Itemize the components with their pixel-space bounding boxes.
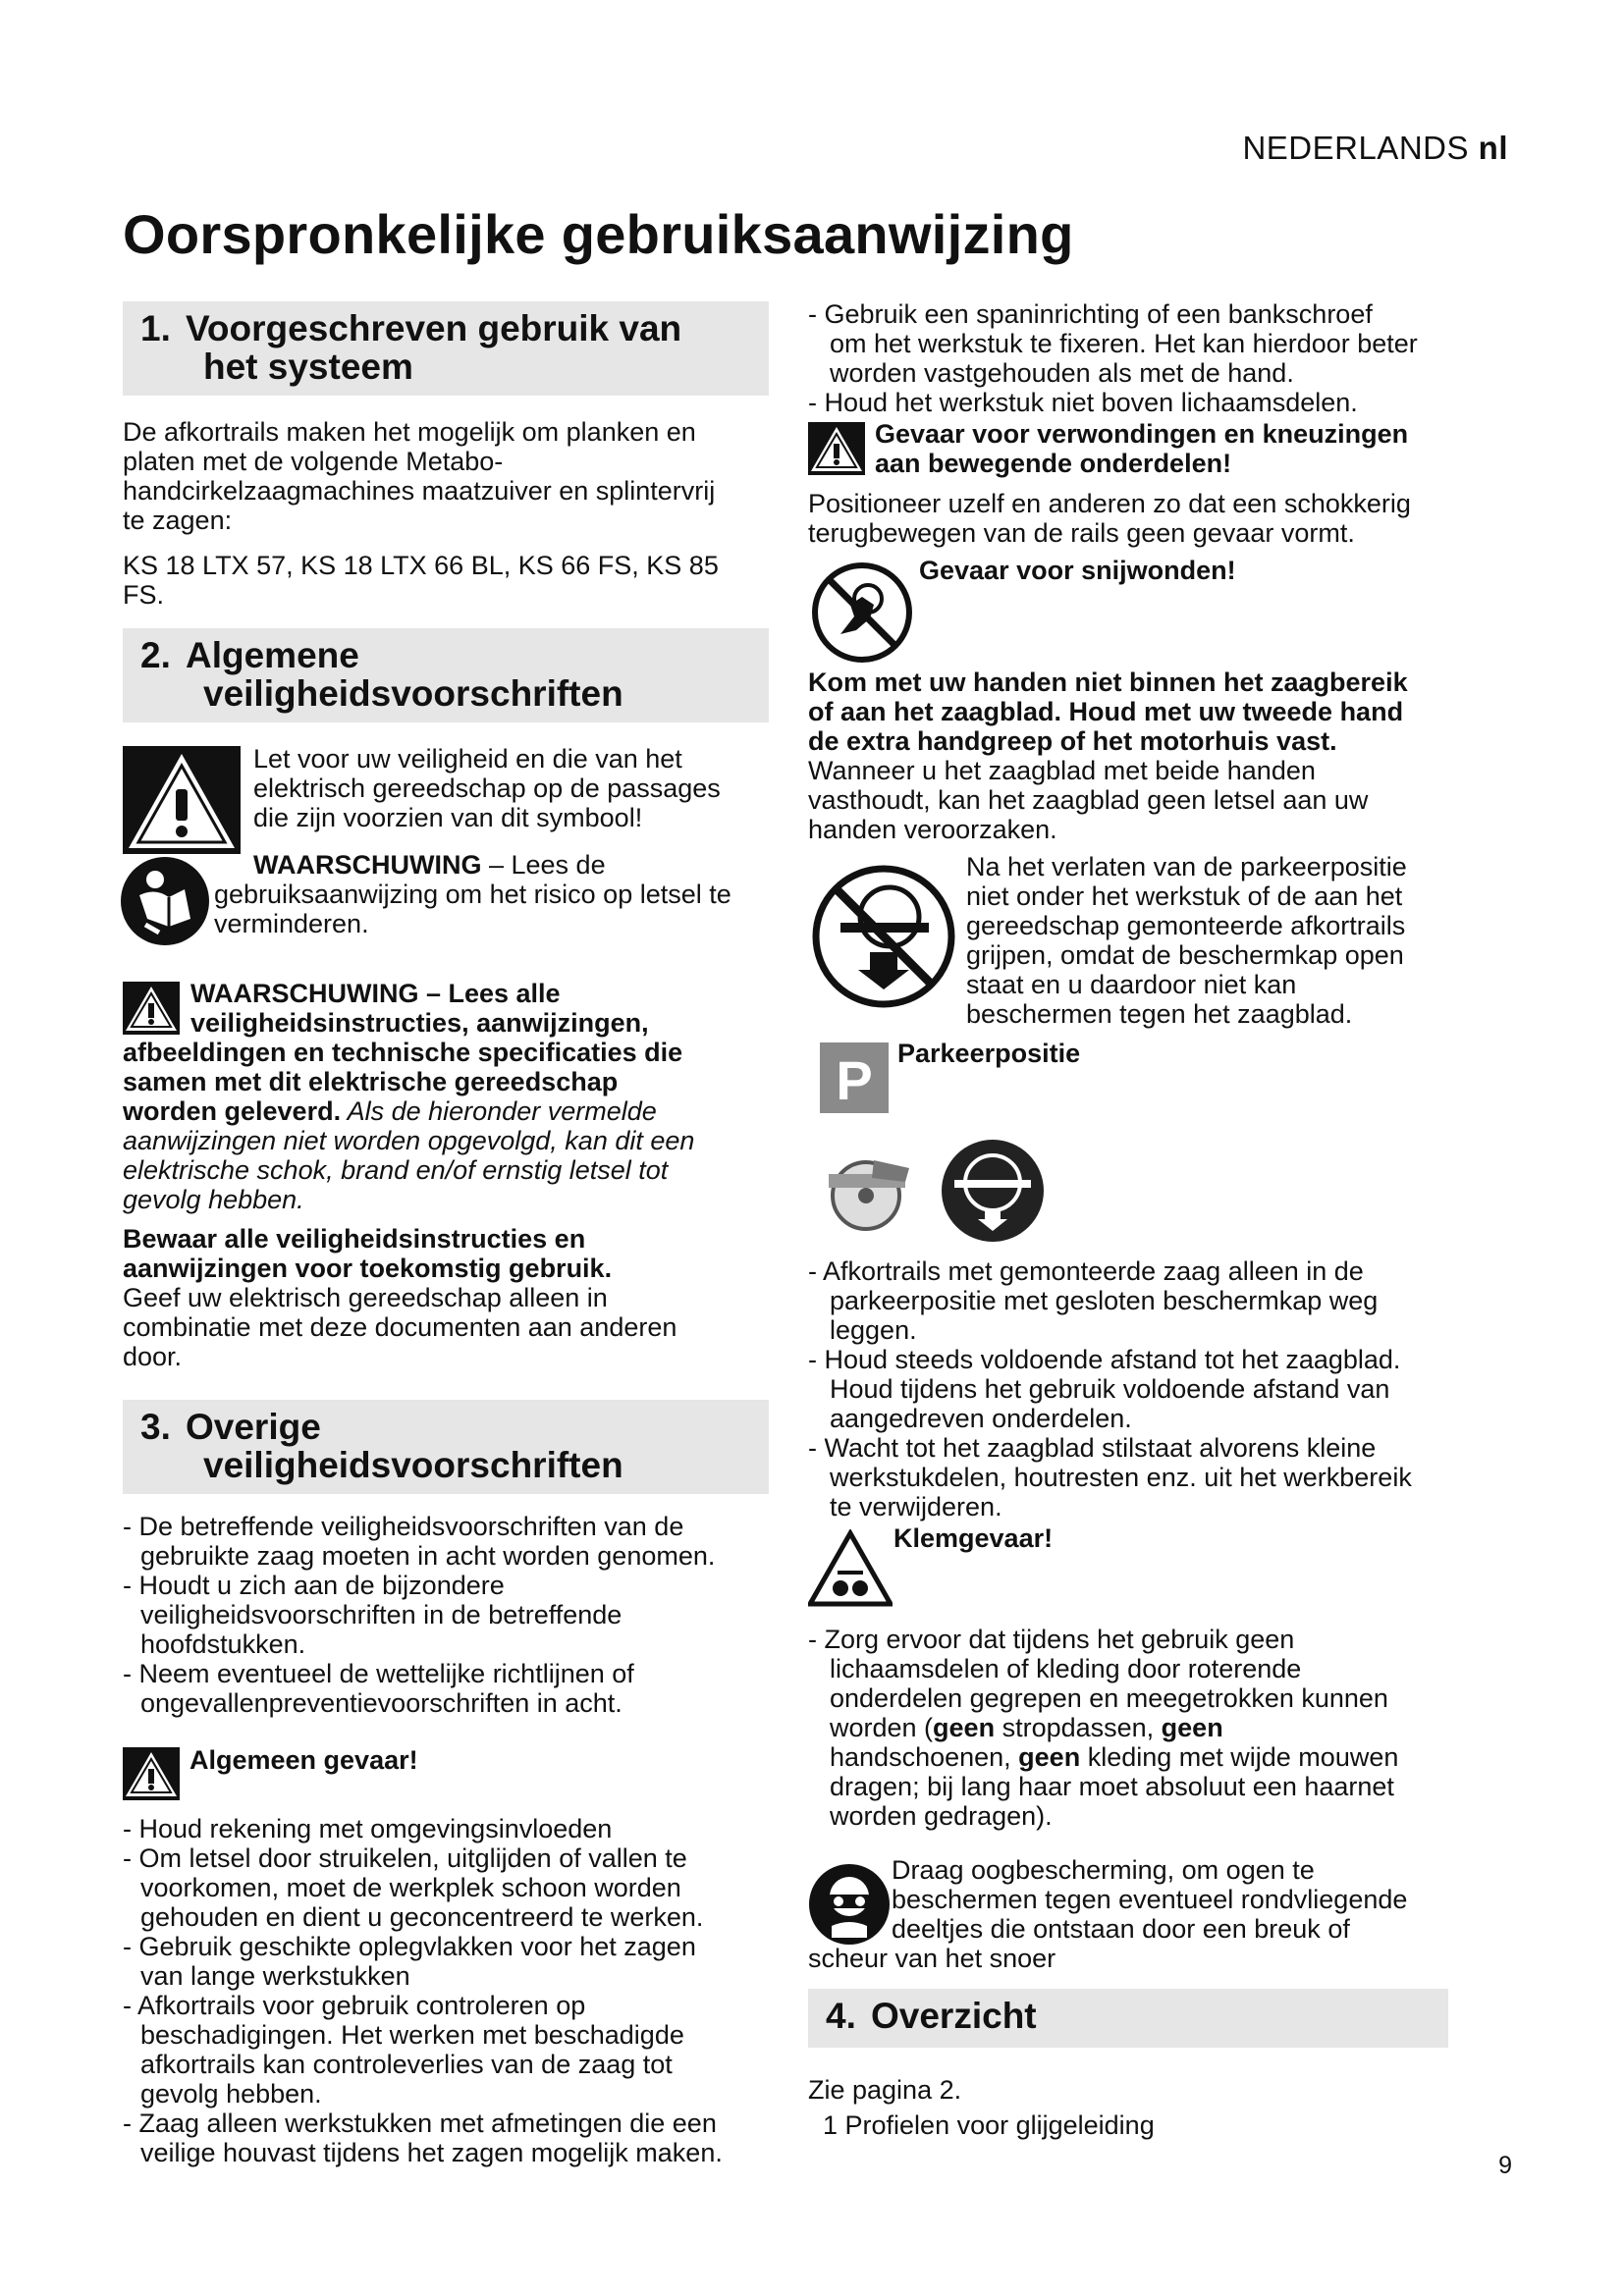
text-line: Wanneer u het zaagblad met beide handen <box>808 756 1316 785</box>
text-line: gereedschap gemonteerde afkortrails <box>966 911 1406 940</box>
parking-letter: P <box>836 1049 873 1111</box>
text-line: Als de hieronder vermelde <box>341 1096 657 1126</box>
read-manual-icon <box>120 856 210 946</box>
text-part: stropdassen, <box>995 1713 1162 1742</box>
general-danger-label: Algemeen gevaar! <box>189 1745 418 1775</box>
language-name: NEDERLANDS <box>1242 130 1469 166</box>
text-part: worden ( <box>830 1713 934 1742</box>
text-line: veiligheidsvoorschriften in de betreffende <box>140 1600 623 1629</box>
text-line: beschermen tegen eventueel rondvliegende <box>892 1885 1408 1914</box>
section-number: 4. <box>826 1996 856 2036</box>
list-item <box>123 2109 800 2167</box>
text-line: vasthoudt, kan het zaagblad geen letsel aan uw <box>808 785 1369 815</box>
parking-p-icon <box>820 1042 889 1113</box>
list-item <box>123 1932 800 1991</box>
text-line: leggen. <box>830 1315 917 1345</box>
section-title-line1: Algemene <box>186 635 359 675</box>
text-line: veiligheidsinstructies, aanwijzingen, <box>190 1008 649 1038</box>
text-line: - Houd steeds voldoende afstand tot het zaagblad. <box>808 1345 1401 1374</box>
list-item <box>123 1814 800 1843</box>
text-line: platen met de volgende Metabo- <box>123 447 504 476</box>
text-line: beschermen tegen het zaagblad. <box>966 999 1353 1029</box>
text-line: - Zorg ervoor dat tijdens het gebruik geen <box>808 1625 1295 1654</box>
text-line: afkortrails kan controleverlies van de zaag tot <box>140 2050 673 2079</box>
text-line: Kom met uw handen niet binnen het zaagbereik <box>808 667 1408 697</box>
right-top-list <box>808 299 1495 417</box>
text-line: De afkortrails maken het mogelijk om planken en <box>123 417 696 447</box>
no-hands-saw-icon <box>811 561 913 664</box>
overview-see-page: Zie pagina 2. <box>808 2075 962 2105</box>
text-line: onderdelen gegrepen en meegetrokken kunnen <box>830 1683 1388 1713</box>
text-line: afbeeldingen en technische specificaties die <box>123 1038 683 1067</box>
list-item <box>808 1345 1495 1433</box>
text-line: voorkomen, moet de werkplek schoon worden <box>140 1873 681 1902</box>
text-part: geen <box>933 1713 996 1742</box>
parking-label: Parkeerpositie <box>897 1039 1081 1068</box>
clothing-warning <box>808 1625 1495 1831</box>
list-item <box>123 1659 790 1718</box>
section-title-line2: veiligheidsvoorschriften <box>203 673 623 714</box>
section-number: 3. <box>140 1407 171 1447</box>
text-line: Gevaar voor verwondingen en kneuzingen <box>875 419 1409 449</box>
language-code: nl <box>1478 130 1508 166</box>
position-text <box>808 489 1495 548</box>
text-line: scheur van het snoer <box>808 1944 1056 1973</box>
text-line: aan bewegende onderdelen! <box>875 449 1232 478</box>
text-line: - Zaag alleen werkstukken met afmetingen die een <box>123 2109 717 2138</box>
saw-parked-icon <box>815 1139 923 1237</box>
text-line: worden vastgehouden als met de hand. <box>830 358 1294 388</box>
crush-danger-label <box>875 419 1408 478</box>
section-title-line1: Voorgeschreven gebruik van <box>186 308 682 348</box>
right-mid-list <box>808 1256 1495 1522</box>
text-line: aanwijzingen voor toekomstig gebruik. <box>123 1254 613 1283</box>
text-line: - Om letsel door struikelen, uitglijden of vallen te <box>123 1843 687 1873</box>
text-line: werkstukdelen, houtresten enz. uit het werkbereik <box>830 1463 1412 1492</box>
models-line: KS 18 LTX 57, KS 18 LTX 66 BL, KS 66 FS, KS 85 <box>123 551 719 580</box>
text-line: lichaamsdelen of kleding door roterende <box>830 1654 1302 1683</box>
text-line: te zagen: <box>123 506 233 535</box>
page-number: 9 <box>1498 2152 1512 2179</box>
danger-list <box>123 1814 800 2167</box>
text-line: beschadigingen. Het werken met beschadigde <box>140 2020 684 2050</box>
warning-read-manual <box>214 850 793 938</box>
text-line: dragen; bij lang haar moet absoluut een haarnet <box>830 1772 1394 1801</box>
text-line: - Houdt u zich aan de bijzondere <box>123 1571 505 1600</box>
text-line: van lange werkstukken <box>140 1961 410 1991</box>
section-4-heading <box>808 1989 1448 2048</box>
section-1-heading <box>123 301 769 396</box>
text-line: elektrisch gereedschap op de passages <box>253 774 721 803</box>
section-2-heading <box>123 628 769 722</box>
language-header <box>1242 130 1508 167</box>
text-line: de extra handgreep of het motorhuis vast. <box>808 726 1337 756</box>
general-danger-icon <box>123 1747 180 1800</box>
text-line: - Afkortrails met gemonteerde zaag alleen in de <box>808 1256 1364 1286</box>
section-title-line1: Overige <box>186 1407 321 1447</box>
text-line: combinatie met deze documenten aan anderen <box>123 1312 677 1342</box>
text-line: handen veroorzaken. <box>808 815 1057 844</box>
text-line: worden geleverd. <box>123 1096 342 1126</box>
text-line: WAARSCHUWING – Lees alle <box>190 979 561 1008</box>
text-line: veilige houvast tijdens het zagen mogelijk maken. <box>140 2138 723 2167</box>
guard-closed-icon <box>941 1139 1045 1243</box>
list-item <box>808 299 1495 388</box>
text-line: - Wacht tot het zaagblad stilstaat alvorens kleine <box>808 1433 1377 1463</box>
section-3-heading <box>123 1400 769 1494</box>
warning-label: WAARSCHUWING <box>253 850 482 880</box>
text-line: Draag oogbescherming, om ogen te <box>892 1855 1315 1885</box>
text-part: handschoenen, <box>830 1742 1019 1772</box>
text-line: - De betreffende veiligheidsvoorschriften van de <box>123 1512 684 1541</box>
eye-protection-text <box>808 1855 1495 1973</box>
text-line: gehouden en dient u geconcentreerd te werken. <box>140 1902 704 1932</box>
cut-danger-label: Gevaar voor snijwonden! <box>919 556 1236 585</box>
text-line: gebruikte zaag moeten in acht worden genomen. <box>140 1541 716 1571</box>
text-line: aangedreven onderdelen. <box>830 1404 1132 1433</box>
warning-all-instructions <box>123 979 800 1371</box>
text-line: hoofdstukken. <box>140 1629 306 1659</box>
text-line: door. <box>123 1342 183 1371</box>
text-line: handcirkelzaagmachines maatzuiver en splintervrij <box>123 476 716 506</box>
text-line: Bewaar alle veiligheidsinstructies en <box>123 1224 586 1254</box>
list-item <box>123 1991 800 2109</box>
warning-triangle-icon <box>123 746 241 854</box>
section-number: 1. <box>140 308 171 348</box>
text-line: samen met dit elektrische gereedschap <box>123 1067 619 1096</box>
text-line: aanwijzingen niet worden opgevolgd, kan dit een <box>123 1126 695 1155</box>
clamp-danger-icon <box>808 1529 893 1608</box>
page-title: Oorspronkelijke gebruiksaanwijzing <box>123 203 1074 265</box>
text-part: geen <box>1161 1713 1223 1742</box>
list-item <box>808 1433 1495 1522</box>
text-line: deeltjes die ontstaan door een breuk of <box>892 1914 1350 1944</box>
text-line: ongevallenpreventievoorschriften in acht. <box>140 1688 623 1718</box>
text-part: kleding met wijde mouwen <box>1080 1742 1399 1772</box>
text-line: - Houd rekening met omgevingsinvloeden <box>123 1814 613 1843</box>
no-reach-under-icon <box>811 864 956 1009</box>
hands-warning <box>808 667 1495 844</box>
text-part: geen <box>1018 1742 1081 1772</box>
list-item: - Houd het werkstuk niet boven lichaamsdelen. <box>808 388 1358 417</box>
text-line: - Neem eventueel de wettelijke richtlijnen of <box>123 1659 634 1688</box>
text-line: - Gebruik geschikte oplegvlakken voor het zagen <box>123 1932 696 1961</box>
text-line: niet onder het werkstuk of de aan het <box>966 881 1403 911</box>
symbol-explanation <box>253 744 784 832</box>
text-line: parkeerpositie met gesloten beschermkap weg <box>830 1286 1379 1315</box>
text-line: - Afkortrails voor gebruik controleren op <box>123 1991 586 2020</box>
text-line: die zijn voorzien van dit symbool! <box>253 803 643 832</box>
section-1-text <box>123 417 790 610</box>
parking-explanation <box>966 852 1496 1029</box>
text-line: gevolg hebben. <box>140 2079 322 2109</box>
clamp-danger-label: Klemgevaar! <box>893 1523 1054 1553</box>
text-line: Let voor uw veiligheid en die van het <box>253 744 682 774</box>
text-line: of aan het zaagblad. Houd met uw tweede hand <box>808 697 1404 726</box>
overview-item: 1 Profielen voor glijgeleiding <box>823 2110 1155 2140</box>
text-line: elektrische schok, brand en/of ernstig letsel tot <box>123 1155 669 1185</box>
text-line: – Lees de <box>481 850 606 880</box>
text-line: te verwijderen. <box>830 1492 1002 1522</box>
text-line: Houd tijdens het gebruik voldoende afstand van <box>830 1374 1390 1404</box>
text-line: worden gedragen). <box>830 1801 1053 1831</box>
text-line: gebruiksaanwijzing om het risico op letsel te <box>214 880 731 909</box>
text-line: terugbewegen van de rails geen gevaar vormt. <box>808 518 1355 548</box>
text-line: Geef uw elektrisch gereedschap alleen in <box>123 1283 608 1312</box>
text-line: gevolg hebben. <box>123 1185 304 1214</box>
section-title-line1: Overzicht <box>871 1996 1037 2036</box>
text-line: Na het verlaten van de parkeerpositie <box>966 852 1407 881</box>
text-line: grijpen, omdat de beschermkap open <box>966 940 1404 970</box>
list-item <box>123 1512 790 1571</box>
text-line: om het werkstuk te fixeren. Het kan hierdoor beter <box>830 329 1418 358</box>
list-item <box>123 1843 800 1932</box>
models-line: FS. <box>123 580 165 610</box>
section-number: 2. <box>140 635 171 675</box>
crush-warning-icon <box>808 422 865 475</box>
text-line: verminderen. <box>214 909 369 938</box>
section-title-line2: veiligheidsvoorschriften <box>203 1445 623 1485</box>
section-3-list <box>123 1512 790 1718</box>
text-line: staat en u daardoor niet kan <box>966 970 1297 999</box>
list-item <box>123 1571 790 1659</box>
text-line: Positioneer uzelf en anderen zo dat een schokkerig <box>808 489 1411 518</box>
text-line: - Gebruik een spaninrichting of een bankschroef <box>808 299 1373 329</box>
section-title-line2: het systeem <box>203 347 413 387</box>
list-item <box>808 1256 1495 1345</box>
